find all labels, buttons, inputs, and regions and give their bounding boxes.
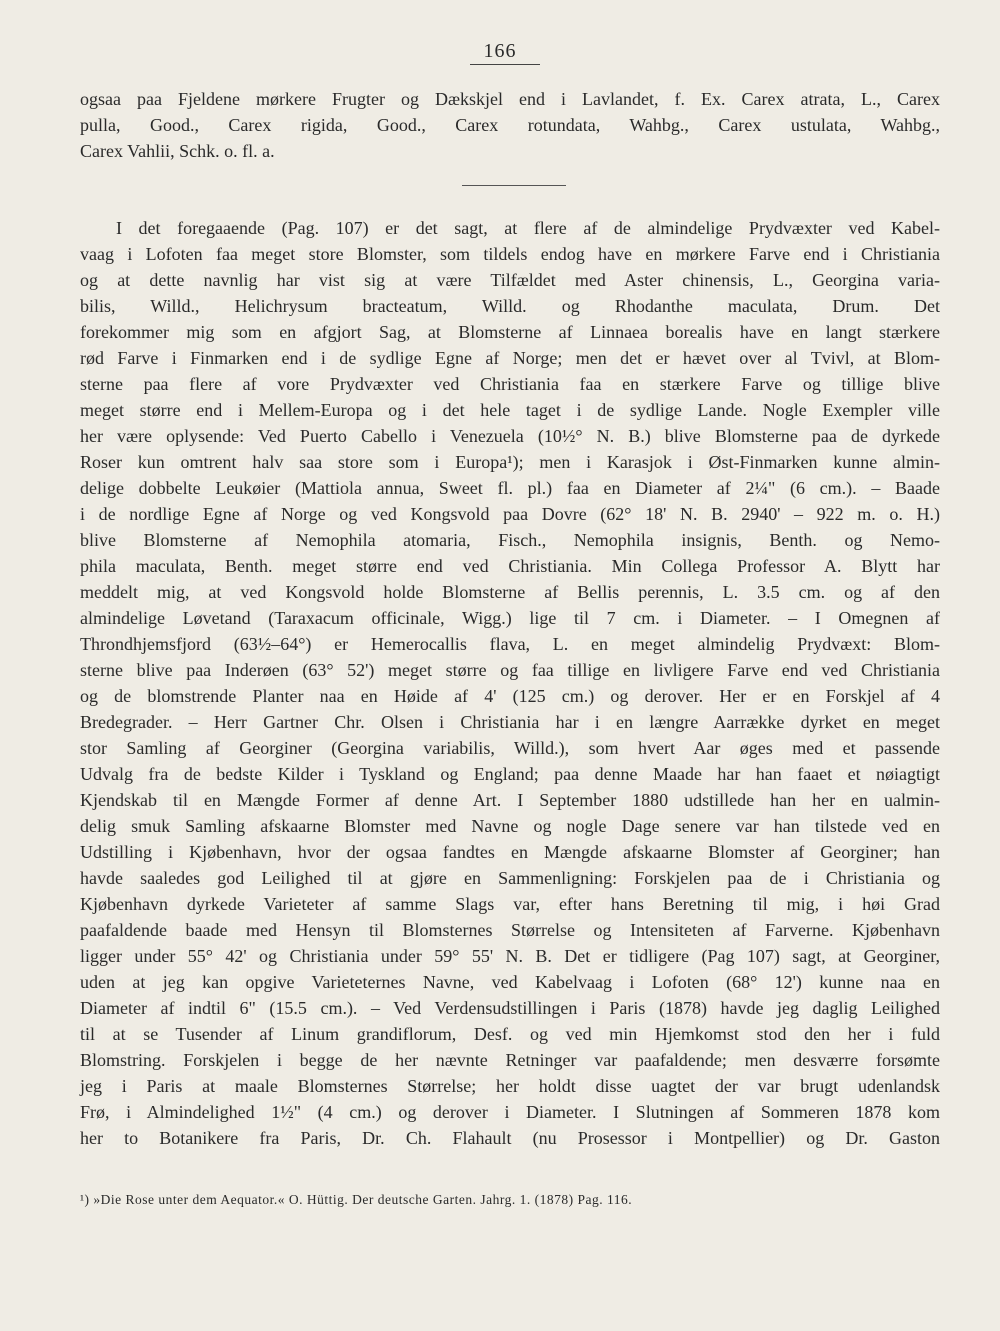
text-line: ogsaa paa Fjeldene mørkere Frugter og Dækskjel end i Lavlandet, f. Ex. Carex atrata, L., Carex	[80, 89, 940, 109]
footnote: ¹) »Die Rose unter dem Aequator.« O. Hüttig. Der deutsche Garten. Jahrg. 1. (1878) Pag. 116.	[80, 1192, 633, 1207]
text-line: Blomstring. Forskjelen i begge de her nævnte Retninger var paafaldende; men desværre forsømte	[80, 1050, 940, 1070]
text-line: jeg i Paris at maale Blomsternes Størrelse; her holdt disse uagtet der var brugt udenlandsk	[80, 1076, 940, 1096]
text-line: delig smuk Samling afskaarne Blomster med Navne og nogle Dage senere var han tilstede ved en	[80, 816, 940, 836]
text-line: og de blomstrende Planter naa en Høide af 4' (125 cm.) og derover. Her er en Forskjel af 4	[80, 686, 940, 706]
text-line: Diameter af indtil 6" (15.5 cm.). – Ved Verdensudstillingen i Paris (1878) havde jeg daglig Leilighed	[80, 998, 940, 1018]
text-line: Udstilling i Kjøbenhavn, hvor der ogsaa fandtes en Mængde afskaarne Blomster af Georginer; han	[80, 842, 940, 862]
text-line: uden at jeg kan opgive Varieteternes Navne, ved Kabelvaag i Lofoten (68° 12') kunne naa en	[80, 972, 940, 992]
text-line: meget større end i Mellem-Europa og i det hele taget i de sydlige Lande. Nogle Exempler ville	[80, 400, 940, 420]
text-line: bilis, Willd., Helichrysum bracteatum, Willd. og Rhodanthe maculata, Drum. Det	[80, 296, 940, 316]
text-line: havde saaledes god Leilighed til at gjøre en Sammenligning: Forskjelen paa de i Christiania og	[80, 868, 940, 888]
text-line: Kjøbenhavn dyrkede Varieteter af samme Slags var, efter hans Beretning til mig, i høi Grad	[80, 894, 940, 914]
text-line: delige dobbelte Leukøier (Mattiola annua, Sweet fl. pl.) faa en Diameter af 2¼" (6 cm.). – Baade	[80, 478, 940, 498]
text-line: Udvalg fra de bedste Kilder i Tyskland og England; paa denne Maade har han faaet et nøiagtigt	[80, 764, 940, 784]
text-line: I det foregaaende (Pag. 107) er det sagt, at flere af de almindelige Prydvæxter ved Kabel-	[116, 218, 940, 238]
text-line: til at se Tusender af Linum grandiflorum, Desf. og ved min Hjemkomst stod den her i fuld	[80, 1024, 940, 1044]
text-line: Roser kun omtrent halv saa store som i Europa¹); men i Karasjok i Øst-Finmarken kunne almin-	[80, 452, 940, 472]
text-line: Carex Vahlii, Schk. o. fl. a.	[80, 141, 275, 161]
text-line: forekommer mig som en afgjort Sag, at Blomsterne af Linnaea borealis have en langt stærkere	[80, 322, 940, 342]
text-line: vaag i Lofoten faa meget store Blomster, som tildels endog have en mørkere Farve end i Christiania	[80, 244, 940, 264]
paragraph-carex	[80, 86, 940, 164]
text-line: Bredegrader. – Herr Gartner Chr. Olsen i Christiania har i en længre Aarrække dyrket en meget	[80, 712, 940, 732]
text-line: rød Farve i Finmarken end i de sydlige Egne af Norge; men det er hævet over al Tvivl, at Blom-	[80, 348, 940, 368]
text-line: stor Samling af Georginer (Georgina variabilis, Willd.), som hvert Aar øges med et passende	[80, 738, 940, 758]
text-line: sterne blive paa Inderøen (63° 52') meget større og faa tillige en livligere Farve end ved Christiania	[80, 660, 940, 680]
section-separator	[462, 185, 566, 186]
text-line: her være oplysende: Ved Puerto Cabello i Venezuela (10½° N. B.) blive Blomsterne paa de dyrkede	[80, 426, 940, 446]
text-line: sterne paa flere af vore Prydvæxter ved Christiania faa en stærkere Farve og tillige blive	[80, 374, 940, 394]
text-line: meddelt mig, at ved Kongsvold holde Blomsterne af Bellis perennis, L. 3.5 cm. og af den	[80, 582, 940, 602]
text-line: paafaldende baade med Hensyn til Blomsternes Størrelse og Intensiteten af Farverne. Kjøbenhavn	[80, 920, 940, 940]
text-line: blive Blomsterne af Nemophila atomaria, Fisch., Nemophila insignis, Benth. og Nemo-	[80, 530, 940, 550]
text-line: pulla, Good., Carex rigida, Good., Carex rotundata, Wahbg., Carex ustulata, Wahbg.,	[80, 115, 940, 135]
paragraph-main	[80, 215, 940, 1151]
text-line: Frø, i Almindelighed 1½" (4 cm.) og derover i Diameter. I Slutningen af Sommeren 1878 kom	[80, 1102, 940, 1122]
text-line: ligger under 55° 42' og Christiania under 59° 55' N. B. Det er tidligere (Pag 107) sagt, at Georginer,	[80, 946, 940, 966]
page-number-rule	[470, 64, 540, 65]
text-line: her to Botanikere fra Paris, Dr. Ch. Flahault (nu Prosessor i Montpellier) og Dr. Gaston	[80, 1128, 940, 1148]
text-line: i de nordlige Egne af Norge og ved Kongsvold paa Dovre (62° 18' N. B. 2940' – 922 m. o. H.)	[80, 504, 940, 524]
text-line: Kjendskab til en Mængde Former af denne Art. I September 1880 udstillede han her en ualmin-	[80, 790, 940, 810]
text-line: og at dette navnlig har vist sig at være Tilfældet med Aster chinensis, L., Georgina varia-	[80, 270, 940, 290]
text-line: phila maculata, Benth. meget større end ved Christiania. Min Collega Professor A. Blytt har	[80, 556, 940, 576]
text-line: Throndhjemsfjord (63½–64°) er Hemerocallis flava, L. en meget almindelig Prydvæxt: Blom-	[80, 634, 940, 654]
page-number: 166	[483, 40, 517, 62]
text-line: almindelige Løvetand (Taraxacum officinale, Wigg.) lige til 7 cm. i Diameter. – I Omegnen af	[80, 608, 940, 628]
